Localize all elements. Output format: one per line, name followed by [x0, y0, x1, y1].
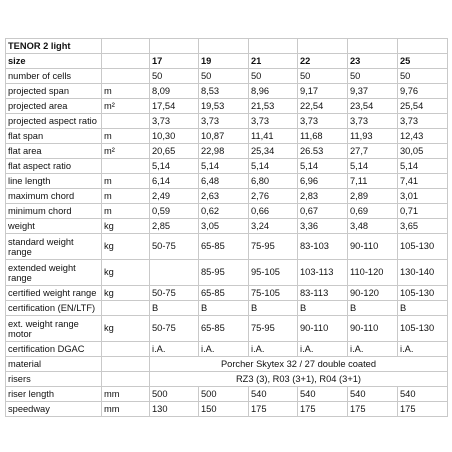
row-unit	[102, 159, 150, 174]
row-value: 5,14	[298, 159, 348, 174]
row-value: 8,96	[249, 84, 298, 99]
row-value: 10,30	[150, 129, 199, 144]
row-unit: mm	[102, 387, 150, 402]
row-value: B	[398, 301, 448, 316]
table-row	[6, 219, 448, 234]
row-value: 6,14	[150, 174, 199, 189]
row-value: B	[348, 301, 398, 316]
row-label: minimum chord	[6, 204, 102, 219]
table-row	[6, 84, 448, 99]
row-value: 50-75	[150, 316, 199, 342]
row-value: 20,65	[150, 144, 199, 159]
row-value: 50	[298, 69, 348, 84]
table-row	[6, 99, 448, 114]
row-label: speedway	[6, 402, 102, 417]
row-value: 3,73	[398, 114, 448, 129]
row-value: 90-110	[298, 316, 348, 342]
row-value: 50	[398, 69, 448, 84]
row-value: 8,53	[199, 84, 249, 99]
row-unit	[102, 357, 150, 372]
row-value: 11,93	[348, 129, 398, 144]
row-value: i.A.	[298, 342, 348, 357]
row-label: standard weight range	[6, 234, 102, 260]
row-value: 23,54	[348, 99, 398, 114]
row-value	[150, 260, 199, 286]
row-value: 26.53	[298, 144, 348, 159]
row-value: 540	[298, 387, 348, 402]
row-value: 83-113	[298, 286, 348, 301]
table-row	[6, 114, 448, 129]
row-value: i.A.	[249, 342, 298, 357]
row-value: 2,76	[249, 189, 298, 204]
row-unit: m	[102, 129, 150, 144]
row-value: 110-120	[348, 260, 398, 286]
row-value: 150	[199, 402, 249, 417]
row-value: 17,54	[150, 99, 199, 114]
row-value: 3,73	[348, 114, 398, 129]
row-value: 22,54	[298, 99, 348, 114]
row-value: 83-103	[298, 234, 348, 260]
row-value: i.A.	[348, 342, 398, 357]
row-value: 0,69	[348, 204, 398, 219]
row-value: 3,05	[199, 219, 249, 234]
row-label: maximum chord	[6, 189, 102, 204]
row-value: 75-95	[249, 316, 298, 342]
specs-table-container	[5, 38, 447, 417]
row-value: i.A.	[150, 342, 199, 357]
row-label: certification DGAC	[6, 342, 102, 357]
row-label: projected aspect ratio	[6, 114, 102, 129]
row-value: 27,7	[348, 144, 398, 159]
row-value: 9,76	[398, 84, 448, 99]
row-label: projected area	[6, 99, 102, 114]
row-label: certified weight range	[6, 286, 102, 301]
row-value: 25,54	[398, 99, 448, 114]
row-value: 9,17	[298, 84, 348, 99]
row-value: 5,14	[249, 159, 298, 174]
row-value: 500	[199, 387, 249, 402]
row-value: 0,66	[249, 204, 298, 219]
row-value: 2,83	[298, 189, 348, 204]
row-value: 12,43	[398, 129, 448, 144]
row-value: 7,11	[348, 174, 398, 189]
row-value: 5,14	[150, 159, 199, 174]
row-value: 5,14	[348, 159, 398, 174]
row-value: 90-110	[348, 234, 398, 260]
row-unit: kg	[102, 286, 150, 301]
row-value: B	[298, 301, 348, 316]
row-label: weight	[6, 219, 102, 234]
row-value: i.A.	[398, 342, 448, 357]
row-unit: m²	[102, 99, 150, 114]
row-value: 21,53	[249, 99, 298, 114]
row-label: number of cells	[6, 69, 102, 84]
row-unit: kg	[102, 219, 150, 234]
row-unit: m	[102, 84, 150, 99]
row-merged-value: Porcher Skytex 32 / 27 double coated	[150, 357, 448, 372]
row-value: 3,65	[398, 219, 448, 234]
table-row	[6, 286, 448, 301]
row-value: 540	[348, 387, 398, 402]
row-value: 0,67	[298, 204, 348, 219]
row-value: 6,80	[249, 174, 298, 189]
row-value: 6,48	[199, 174, 249, 189]
row-unit	[102, 301, 150, 316]
row-value: 540	[398, 387, 448, 402]
table-row	[6, 342, 448, 357]
row-value: 85-95	[199, 260, 249, 286]
row-value: 3,73	[199, 114, 249, 129]
row-value: 175	[298, 402, 348, 417]
title-row	[6, 39, 448, 54]
row-value: 105-130	[398, 286, 448, 301]
row-value: 8,09	[150, 84, 199, 99]
table-row	[6, 234, 448, 260]
table-row	[6, 301, 448, 316]
table-row	[6, 260, 448, 286]
row-label: extended weight range	[6, 260, 102, 286]
table-row	[6, 189, 448, 204]
specs-table	[5, 38, 448, 417]
row-unit: m²	[102, 144, 150, 159]
row-value: 75-95	[249, 234, 298, 260]
row-value: 3,01	[398, 189, 448, 204]
row-value: B	[249, 301, 298, 316]
row-unit: kg	[102, 234, 150, 260]
row-value: 105-130	[398, 316, 448, 342]
row-label: riser length	[6, 387, 102, 402]
row-value: 30,05	[398, 144, 448, 159]
row-value: 50-75	[150, 234, 199, 260]
row-value: 65-85	[199, 316, 249, 342]
row-value: 50	[249, 69, 298, 84]
row-value: 105-130	[398, 234, 448, 260]
row-value: 50	[348, 69, 398, 84]
row-value: 65-85	[199, 286, 249, 301]
size-header-label: size	[6, 54, 102, 69]
row-value: B	[199, 301, 249, 316]
table-row	[6, 372, 448, 387]
row-value: 9,37	[348, 84, 398, 99]
table-row	[6, 144, 448, 159]
row-unit: kg	[102, 316, 150, 342]
table-row	[6, 204, 448, 219]
row-unit: m	[102, 204, 150, 219]
row-label: projected span	[6, 84, 102, 99]
row-merged-value: RZ3 (3), R03 (3+1), R04 (3+1)	[150, 372, 448, 387]
row-value: 11,68	[298, 129, 348, 144]
table-row	[6, 402, 448, 417]
row-label: ext. weight range motor	[6, 316, 102, 342]
row-label: flat aspect ratio	[6, 159, 102, 174]
size-header-cell: 23	[348, 54, 398, 69]
row-value: 3,24	[249, 219, 298, 234]
table-title: TENOR 2 light	[6, 39, 102, 54]
table-row	[6, 174, 448, 189]
size-header-cell: 25	[398, 54, 448, 69]
row-value: 3,36	[298, 219, 348, 234]
row-unit	[102, 114, 150, 129]
row-value: 3,48	[348, 219, 398, 234]
row-value: 50	[150, 69, 199, 84]
table-row	[6, 159, 448, 174]
row-unit	[102, 372, 150, 387]
row-value: 19,53	[199, 99, 249, 114]
row-value: 3,73	[249, 114, 298, 129]
row-value: 95-105	[249, 260, 298, 286]
row-value: 500	[150, 387, 199, 402]
specs-table-body	[6, 39, 448, 417]
row-value: 0,59	[150, 204, 199, 219]
row-value: 2,85	[150, 219, 199, 234]
row-value: 130	[150, 402, 199, 417]
row-unit: kg	[102, 260, 150, 286]
row-value: 7,41	[398, 174, 448, 189]
row-value: 175	[348, 402, 398, 417]
row-value: 0,71	[398, 204, 448, 219]
row-value: 5,14	[398, 159, 448, 174]
row-value: 175	[249, 402, 298, 417]
row-value: 5,14	[199, 159, 249, 174]
row-value: 130-140	[398, 260, 448, 286]
row-unit	[102, 342, 150, 357]
row-label: material	[6, 357, 102, 372]
row-value: 103-113	[298, 260, 348, 286]
row-value: 25,34	[249, 144, 298, 159]
row-value: 90-110	[348, 316, 398, 342]
row-value: 11,41	[249, 129, 298, 144]
row-value: B	[150, 301, 199, 316]
row-value: 65-85	[199, 234, 249, 260]
row-unit: m	[102, 174, 150, 189]
row-value: 90-120	[348, 286, 398, 301]
table-row	[6, 387, 448, 402]
table-row	[6, 69, 448, 84]
row-value: 540	[249, 387, 298, 402]
row-label: risers	[6, 372, 102, 387]
size-header-cell: 22	[298, 54, 348, 69]
row-value: i.A.	[199, 342, 249, 357]
row-label: flat span	[6, 129, 102, 144]
row-value: 0,62	[199, 204, 249, 219]
row-value: 3,73	[298, 114, 348, 129]
row-value: 2,63	[199, 189, 249, 204]
row-value: 2,49	[150, 189, 199, 204]
table-row	[6, 357, 448, 372]
row-unit: mm	[102, 402, 150, 417]
size-header-row	[6, 54, 448, 69]
row-value: 10,87	[199, 129, 249, 144]
size-header-cell: 17	[150, 54, 199, 69]
row-value: 3,73	[150, 114, 199, 129]
row-value: 175	[398, 402, 448, 417]
row-value: 50-75	[150, 286, 199, 301]
row-label: certification (EN/LTF)	[6, 301, 102, 316]
table-row	[6, 129, 448, 144]
row-unit	[102, 69, 150, 84]
row-value: 2,89	[348, 189, 398, 204]
row-value: 6,96	[298, 174, 348, 189]
size-header-cell: 21	[249, 54, 298, 69]
row-label: line length	[6, 174, 102, 189]
row-label: flat area	[6, 144, 102, 159]
row-value: 75-105	[249, 286, 298, 301]
size-header-cell: 19	[199, 54, 249, 69]
row-value: 50	[199, 69, 249, 84]
row-unit: m	[102, 189, 150, 204]
row-value: 22,98	[199, 144, 249, 159]
table-row	[6, 316, 448, 342]
